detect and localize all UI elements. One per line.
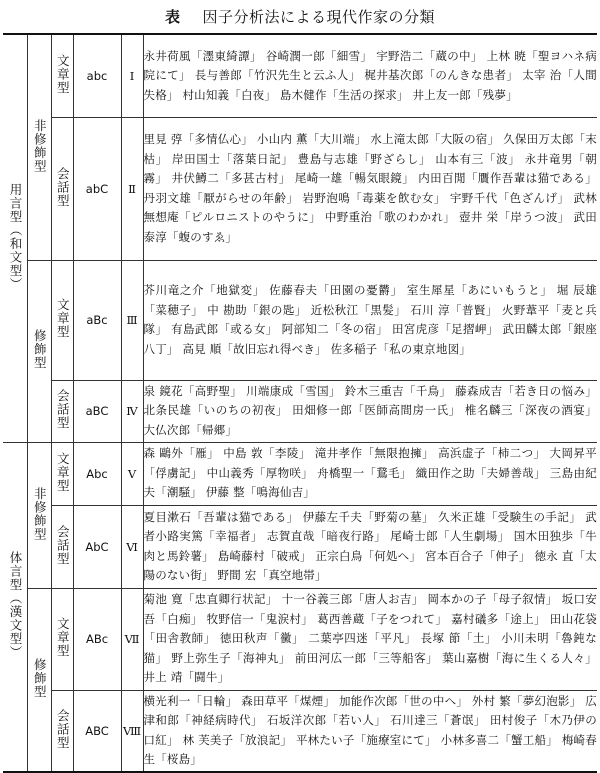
code-cell: abC <box>73 117 121 260</box>
numeral-cell: Ⅲ <box>121 260 143 380</box>
numeral-cell: Ⅶ <box>121 588 143 690</box>
style-cell <box>51 380 73 442</box>
classification-table <box>3 33 597 773</box>
numeral-cell: Ⅵ <box>121 505 143 588</box>
group-cell <box>3 34 27 442</box>
table-row <box>3 690 597 772</box>
code-cell: aBc <box>73 260 121 380</box>
style-label: 会話型 <box>55 524 71 566</box>
table-row <box>3 380 597 442</box>
numeral-cell: Ⅴ <box>121 442 143 505</box>
numeral-cell: Ⅱ <box>121 117 143 260</box>
style-label: 文章型 <box>55 54 71 95</box>
authors-cell <box>143 260 597 380</box>
authors-text: 菊池 寛「忠直卿行状記」 十一谷義三郎「唐人お吉」 岡本かの子「母子叙情」 坂口安吾「白痴」 牧野信一「鬼涙村」 葛西善蔵「子をつれて」 嘉村礒多「途上」 田山花袋「田舎教師」 徳田秋声「黴」 二葉亭四迷「平凡」 長塚 節「土」 小川未明「魯鈍な猫」 野上弥生子「海神丸」 前田河広一郎「三等船客」 葉山嘉樹「海に生くる人々」 井上 靖「闘牛」 <box>143 592 597 685</box>
style-label: 会話型 <box>55 709 71 750</box>
table-row <box>3 505 597 588</box>
authors-cell <box>143 34 597 117</box>
code-cell: abc <box>73 34 121 117</box>
style-label: 文章型 <box>55 298 71 339</box>
numeral-cell: Ⅷ <box>121 690 143 772</box>
style-cell <box>51 442 73 505</box>
subgroup-cell <box>27 260 51 442</box>
subgroup-cell <box>27 588 51 772</box>
numeral-cell: Ⅰ <box>121 34 143 117</box>
table-label: 表 <box>164 8 181 26</box>
code-cell: ABC <box>73 690 121 772</box>
table-caption: 因子分析法による現代作家の分類 <box>202 8 436 26</box>
style-cell <box>51 260 73 380</box>
style-label: 会話型 <box>55 166 71 208</box>
authors-cell <box>143 380 597 442</box>
authors-text: 里見 弴「多情仏心」 小山内 薫「大川端」 水上滝太郎「大阪の宿」 久保田万太郎「末枯」 岸田国士「落葉日記」 豊島与志雄「野ざらし」 山本有三「波」 永井竜男「朝霧」 井伏鱒二「多甚古村」 尾崎一雄「暢気眼鏡」 内田百閒「贋作吾輩は猫である」 丹羽文雄「厭がらせの年齢」 岩野泡鳴「毒薬を飲む女」 宇野千代「色ざんげ」 武林無想庵「ピルロニストのやうに」 中野重治「歌のわかれ」 壺井 栄「岸うつ波」 武田泰淳「蝮のすゑ」 <box>143 132 597 244</box>
code-cell: Abc <box>73 442 121 505</box>
authors-text: 横光利一「日輪」 森田草平「煤煙」 加能作次郎「世の中へ」 外村 繁「夢幻泡影」 広津和郎「神経病時代」 石坂洋次郎「若い人」 石川達三「蒼氓」 田村俊子「木乃伊の口紅」 林 芙美子「放浪記」 平林たい子「施療室にて」 小林多喜二「蟹工船」 梅崎春生「桜島」 <box>143 693 597 767</box>
authors-text: 泉 鏡花「高野聖」 川端康成「雪国」 鈴木三重吉「千鳥」 藤森成吉「若き日の悩み」 北条民雄「いのちの初夜」 田畑修一郎「医師高間房一氏」 椎名麟三「深夜の酒宴」 大仏次郎「帰郷」 <box>143 383 597 437</box>
style-cell <box>51 690 73 772</box>
code-cell: aBC <box>73 380 121 442</box>
group-label: 体言型（漢文型） <box>8 551 23 660</box>
subgroup-label: 修飾型 <box>32 658 48 699</box>
style-cell <box>51 117 73 260</box>
style-cell <box>51 34 73 117</box>
subgroup-cell <box>27 34 51 260</box>
subgroup-cell <box>27 442 51 588</box>
numeral-cell: Ⅳ <box>121 380 143 442</box>
table-title <box>0 6 600 27</box>
style-label: 文章型 <box>55 617 71 658</box>
code-cell: AbC <box>73 505 121 588</box>
style-cell <box>51 505 73 588</box>
authors-text: 芥川竜之介「地獄変」 佐藤春夫「田園の憂欝」 室生犀星「あにいもうと」 堀 辰雄「菜穂子」 中 勘助「銀の匙」 近松秋江「黒髪」 石川 淳「普賢」 火野葦平「麦と兵隊」 有島武郎「或る女」 阿部知二「冬の宿」 田宮虎彦「足摺岬」 武田麟太郎「銀座八丁」 高見 順「故旧忘れ得べき」 佐多稲子「私の東京地図」 <box>143 283 597 356</box>
style-label: 会話型 <box>55 389 71 430</box>
group-label: 用言型（和文型） <box>8 182 23 291</box>
table-row <box>3 34 597 117</box>
authors-text: 森 鷗外「雁」 中島 敦「李陵」 滝井孝作「無限抱擁」 高浜虚子「柿二つ」 大岡昇平「俘虜記」 中山義秀「厚物咲」 舟橋聖一「鵞毛」 織田作之助「夫婦善哉」 三島由紀夫「潮騒」 伊藤 整「鳴海仙吉」 <box>143 446 597 500</box>
authors-cell <box>143 690 597 772</box>
authors-cell <box>143 442 597 505</box>
subgroup-label: 非修飾型 <box>32 486 48 541</box>
authors-cell <box>143 505 597 588</box>
group-cell <box>3 442 27 772</box>
authors-cell <box>143 117 597 260</box>
style-label: 文章型 <box>55 451 71 493</box>
code-cell: ABc <box>73 588 121 690</box>
subgroup-label: 非修飾型 <box>32 118 48 173</box>
authors-text: 永井荷風「濹東綺譚」 谷崎潤一郎「細雪」 宇野浩二「蔵の中」 上林 暁「聖ヨハネ病院にて」 長与善郎「竹沢先生と云ふ人」 梶井基次郎「のんきな患者」 太宰 治「人間失格」 村山知義「白夜」 島木健作「生活の探求」 井上友一郎「残夢」 <box>143 48 597 102</box>
table-row <box>3 260 597 380</box>
table-row <box>3 117 597 260</box>
authors-text: 夏目漱石「吾輩は猫である」 伊藤左千夫「野菊の墓」 久米正雄「受験生の手記」 武者小路実篤「幸福者」 志賀直哉「暗夜行路」 尾崎士郎「人生劇場」 国木田独歩「牛肉と馬鈴薯」 島崎藤村「破戒」 正宗白鳥「何処へ」 宮本百合子「伸子」 徳永 直「太陽のない街」 野間 宏「真空地帯」 <box>143 509 597 582</box>
subgroup-label: 修飾型 <box>32 329 48 370</box>
table-row <box>3 442 597 505</box>
